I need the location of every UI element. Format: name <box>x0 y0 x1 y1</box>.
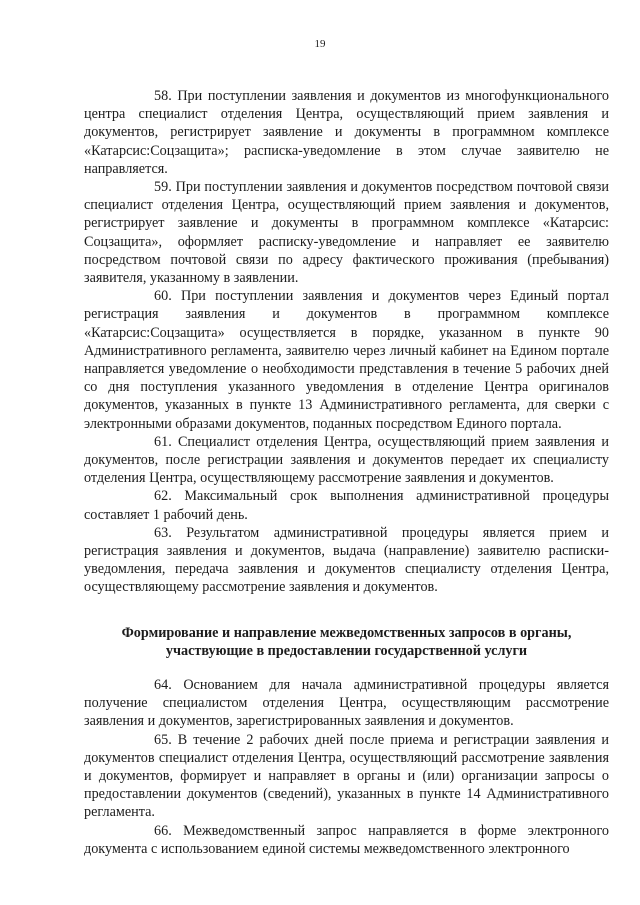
paragraph-text: Результатом административной процедуры является прием и регистрация заявления и документов, выдача (направление) заявителю расписки-уведомления, передача заявления и документов специалисту отделения Центра, осуществляющему рассмотрение заявления и документов. <box>84 524 610 596</box>
paragraph-number: 65. <box>154 731 172 748</box>
paragraph-text: Межведомственный запрос направляется в форме электронного документа с использованием единой системы межведомственного электронного <box>84 822 610 857</box>
paragraph-number: 60. <box>154 288 172 305</box>
paragraph-63 <box>84 524 609 597</box>
paragraph-64 <box>84 676 609 731</box>
paragraph-number: 66. <box>154 822 172 839</box>
paragraph-text: Основанием для начала административной процедуры является получение специалистом отделения Центра, осуществляющим рассмотрение заявления и документов, зарегистрированных заявления и документов. <box>84 677 610 730</box>
paragraph-number: 62. <box>154 488 172 505</box>
paragraph-number: 58. <box>154 88 172 104</box>
paragraph-61 <box>84 433 609 488</box>
paragraph-60 <box>84 287 609 433</box>
paragraph-number: 59. <box>154 179 172 196</box>
paragraph-number: 61. <box>154 433 172 450</box>
paragraphs-before-heading <box>84 87 609 597</box>
paragraph-number: 64. <box>154 677 172 693</box>
paragraph-text: При поступлении заявления и документов через Единый портал регистрация заявления и документов в программном комплексе «Катарсис:Соцзащита» осуществляется в порядке, указанном в пункте 90 Административного регламента, заявителю через личный кабинет на Едином портале направляется уведомление о необходимости представления в течение 5 рабочих дней со дня поступления указанного уведомления в отделение Центра оригиналов документов, указанных в пункте 13 Административного регламента, для сверки с электронными образами документов, поданных посредством Единого портала. <box>84 288 610 432</box>
section-heading <box>84 624 609 660</box>
paragraph-66 <box>84 822 609 858</box>
paragraph-59 <box>84 178 609 287</box>
paragraph-58 <box>84 87 609 178</box>
paragraph-text: В течение 2 рабочих дней после приема и регистрации заявления и документов специалист отделения Центра, осуществляющий рассмотрение заявления и документов, формирует и направляет в органы и (или) организации запросы о предоставлении документов (сведений), указанных в пункте 14 Административного регламента. <box>84 731 610 821</box>
paragraph-text: При поступлении заявления и документов из многофункционального центра специалист отделения Центра, осуществляющий прием заявления и документов, регистрирует заявление и документы в программном комплексе «Катарсис:Соцзащита»; расписка-уведомление в этом случае заявителю не направляется. <box>84 88 609 177</box>
page-number: 19 <box>314 38 326 50</box>
paragraph-text: При поступлении заявления и документов посредством почтовой связи специалист отделения Центра, осуществляющий прием заявления и документов, регистрирует заявление и документы в программном комплексе «Катарсис: Соцзащита», оформляет расписку-уведомление и направляет ее заявителю посредством почтовой связи по адресу фактического проживания (пребывания) заявителя, указанному в заявлении. <box>84 179 610 287</box>
paragraph-62 <box>84 487 609 523</box>
paragraph-text: Максимальный срок выполнения административной процедуры составляет 1 рабочий день. <box>84 488 610 523</box>
section-heading-line-1: Формирование и направление межведомственных запросов в органы, <box>121 625 572 641</box>
paragraph-text: Специалист отделения Центра, осуществляющий прием заявления и документов, после регистрации заявления и документов передает их специалисту отделения Центра, осуществляющему рассмотрение заявления и документов. <box>84 433 610 487</box>
paragraph-65 <box>84 731 609 822</box>
paragraphs-after-heading <box>84 676 609 858</box>
paragraph-number: 63. <box>154 524 172 541</box>
section-heading-line-2: участвующие в предоставлении государственной услуги <box>165 643 528 660</box>
